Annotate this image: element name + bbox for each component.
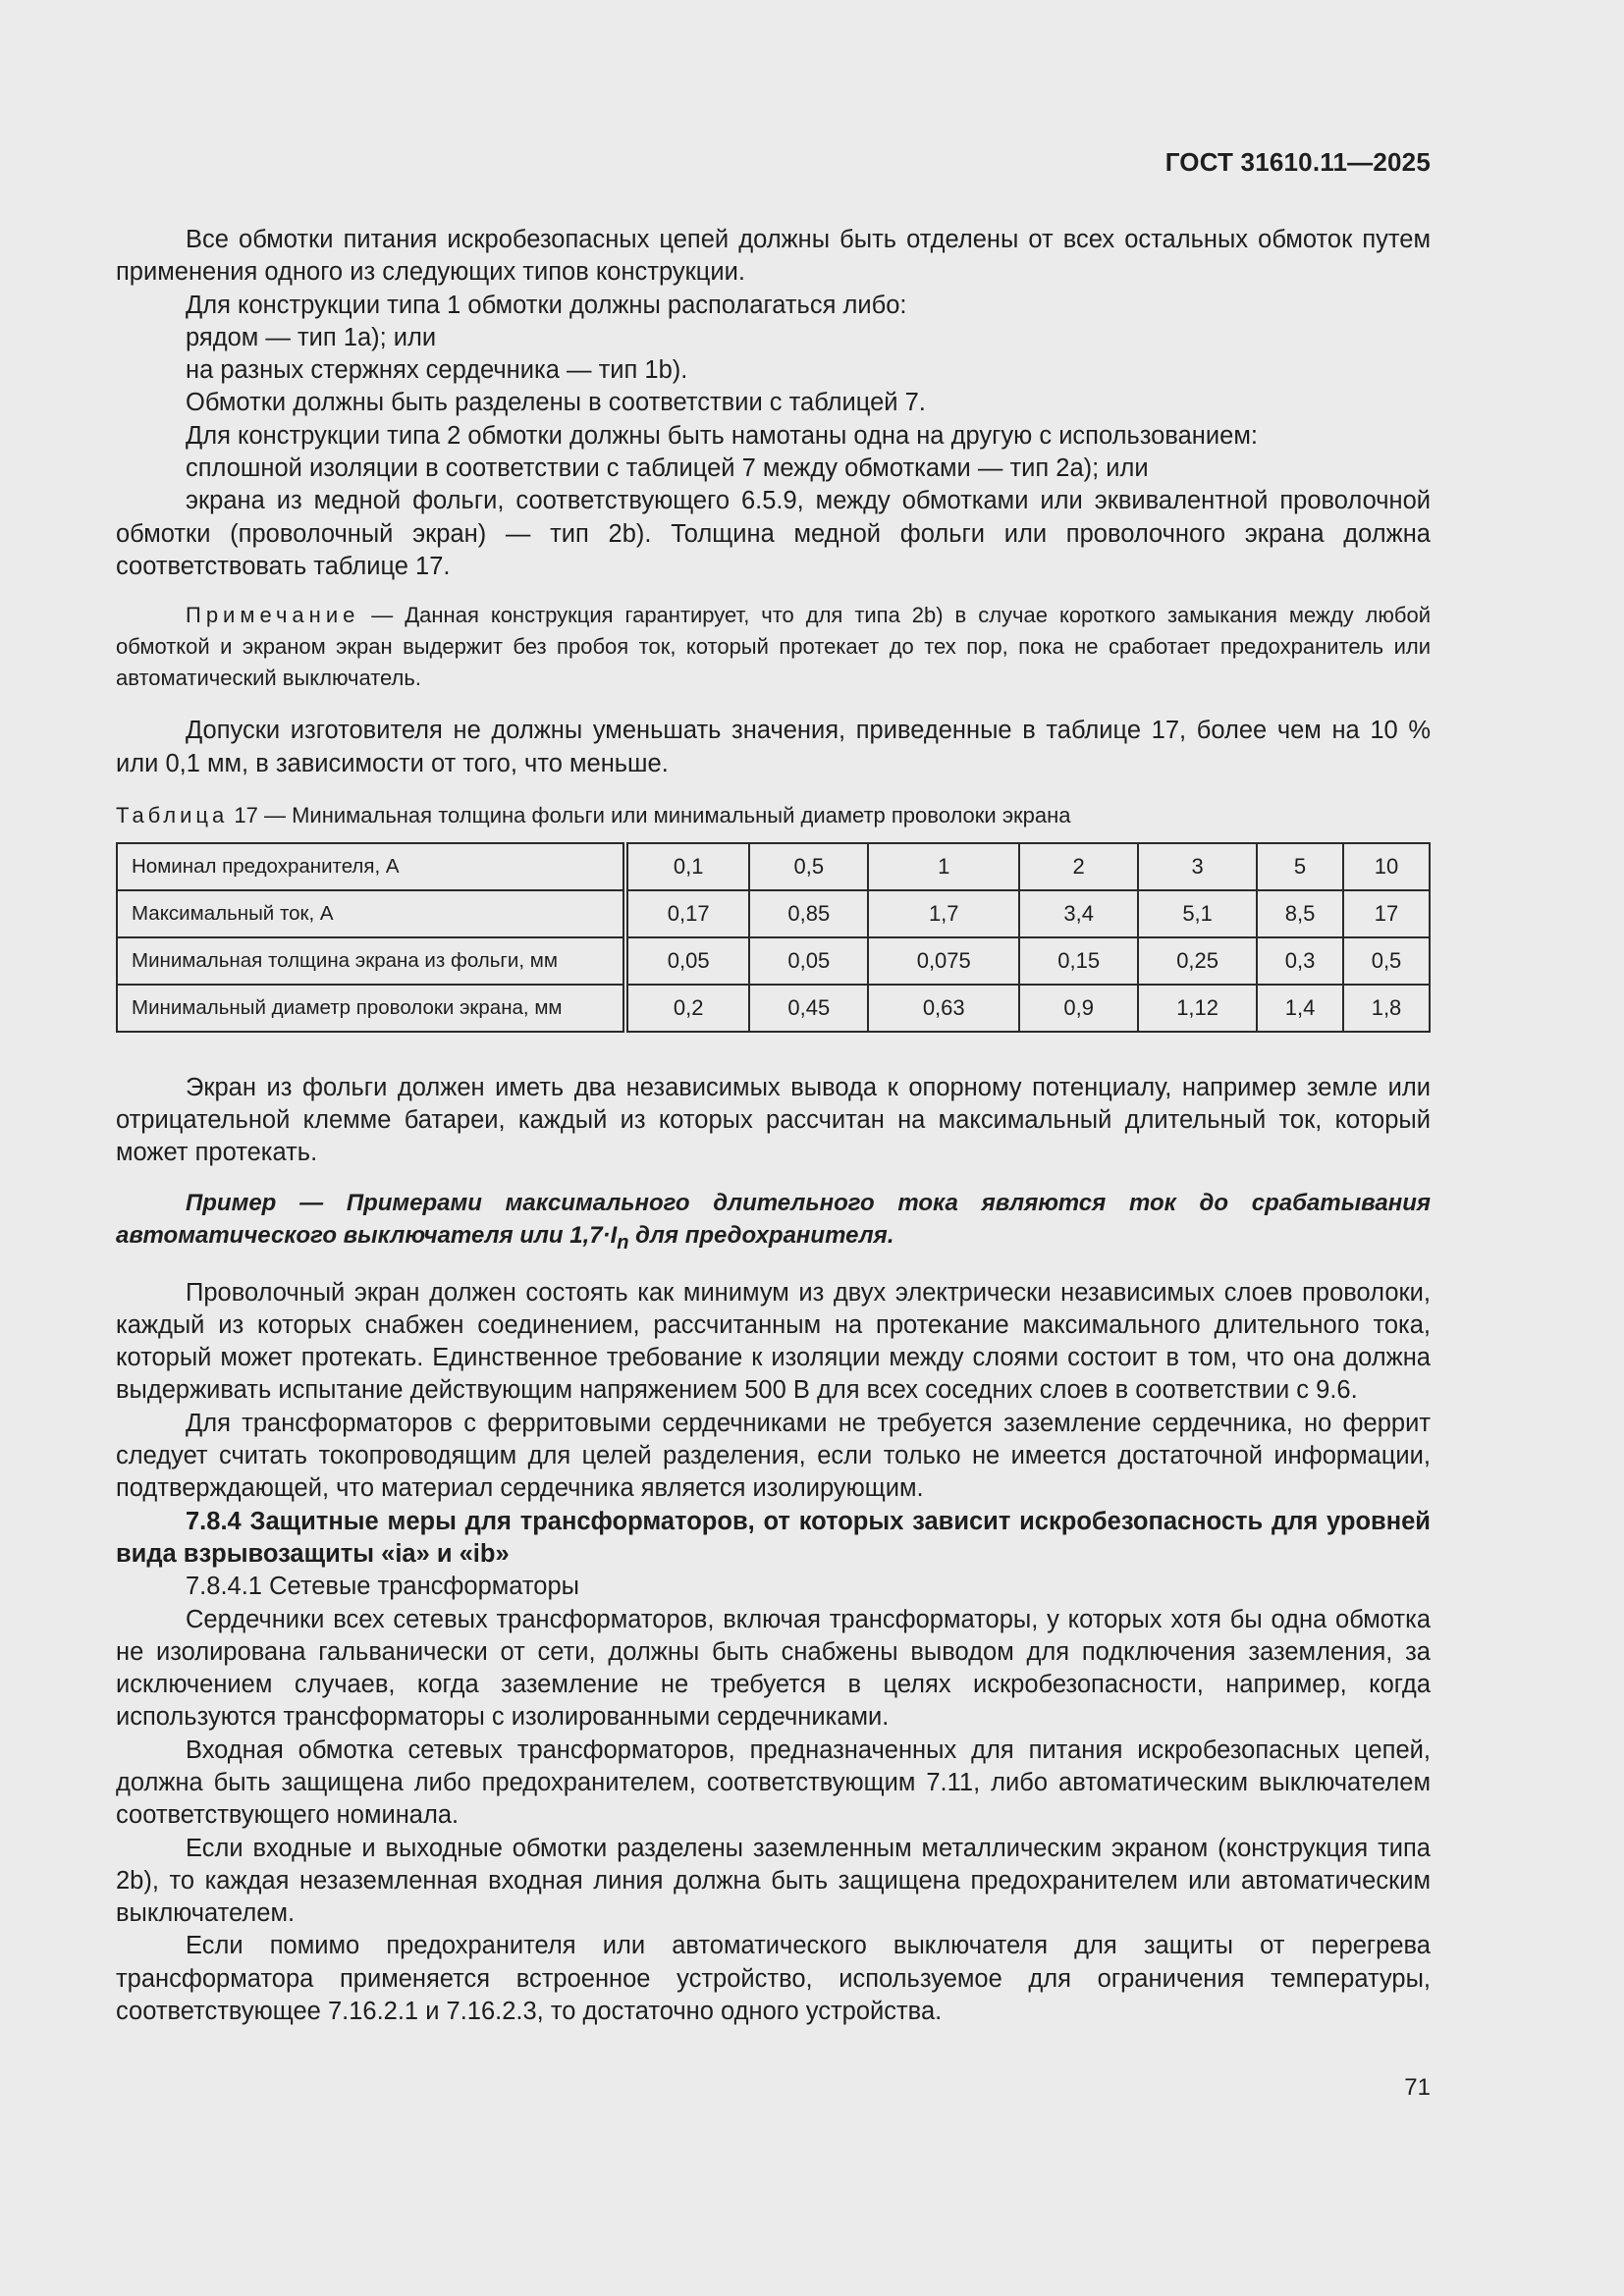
- page-number: 71: [1404, 2074, 1431, 2101]
- paragraph: Для конструкции типа 2 обмотки должны быть намотаны одна на другую с использованием:: [186, 421, 1258, 450]
- table-row: [117, 843, 1430, 890]
- document-code: ГОСТ 31610.11—2025: [1164, 147, 1431, 177]
- table-cell: 0,5: [749, 843, 868, 890]
- table-row-header: Максимальный ток, А: [117, 890, 625, 937]
- note: [116, 600, 1431, 694]
- paragraph: Для трансформаторов с ферритовыми сердечниками не требуется заземление сердечника, но феррит следует считать токопроводящим для целей разделения, если только не имеется достаточной информации, подтверждающей, что материал сердечника является изолирующим.: [116, 1409, 1431, 1503]
- table-cell: 5,1: [1138, 890, 1257, 937]
- table-cell: 3,4: [1019, 890, 1138, 937]
- paragraph: Допуски изготовителя не должны уменьшать значения, приведенные в таблице 17, более чем на 10 % или 0,1 мм, в зависимости от того, что меньше.: [116, 717, 1431, 777]
- table-cell: 0,1: [625, 843, 749, 890]
- example-subscript: n: [617, 1231, 629, 1254]
- table-cell: 0,3: [1257, 937, 1343, 985]
- example-text-end: для предохранителя.: [628, 1221, 894, 1249]
- table-caption-label: Таблица: [116, 802, 229, 828]
- example-symbol: I: [610, 1221, 618, 1249]
- example-text: Пример — Примерами максимального длительного тока являются ток до срабатывания автоматического выключателя или 1,7·: [116, 1189, 1431, 1249]
- page-content: [116, 224, 1431, 2028]
- table-cell: 0,9: [1019, 985, 1138, 1032]
- table-cell: 0,85: [749, 890, 868, 937]
- table-cell: 2: [1019, 843, 1138, 890]
- paragraph: Если помимо предохранителя или автоматического выключателя для защиты от перегрева трансформатора применяется встроенное устройство, используемое для ограничения температуры, соответствующее 7.16.2.1 и 7.16.2.3, то достаточно одного устройства.: [116, 1932, 1431, 2026]
- table-cell: 8,5: [1257, 890, 1343, 937]
- table-cell: 1: [868, 843, 1019, 890]
- paragraph: Если входные и выходные обмотки разделены заземленным металлическим экраном (конструкция типа 2b), то каждая незаземленная входная линия должна быть защищена предохранителем или автоматическим выключателем.: [116, 1834, 1431, 1928]
- list-item: экрана из медной фольги, соответствующего 6.5.9, между обмотками или эквивалентной проволочной обмотки (проволочный экран) — тип 2b). Толщина медной фольги или проволочного экрана должна соответствовать таблице 17.: [116, 487, 1431, 580]
- table-cell: 1,8: [1343, 985, 1430, 1032]
- table-cell: 1,4: [1257, 985, 1343, 1032]
- table-cell: 0,2: [625, 985, 749, 1032]
- list-item: на разных стержнях сердечника — тип 1b).: [186, 356, 688, 385]
- paragraph: Сердечники всех сетевых трансформаторов, включая трансформаторы, у которых хотя бы одна обмотка не изолирована гальванически от сети, должны быть снабжены выводом для подключения заземления, за исключением случаев, когда заземление не требуется в целях искробезопасности, например, когда используются трансформаторы с изолированными сердечниками.: [116, 1605, 1431, 1732]
- paragraph: Входная обмотка сетевых трансформаторов, предназначенных для питания искробезопасных цепей, должна быть защищена либо предохранителем, соответствующим 7.11, либо автоматическим выключателем соответствующего номинала.: [116, 1735, 1431, 1830]
- table-row: [117, 937, 1430, 985]
- table-cell: 0,17: [625, 890, 749, 937]
- paragraph: Все обмотки питания искробезопасных цепей должны быть отделены от всех остальных обмоток путем применения одного из следующих типов конструкции.: [116, 226, 1431, 287]
- note-label: Примечание: [186, 603, 360, 628]
- table-row: [117, 985, 1430, 1032]
- table-caption: [116, 802, 1431, 829]
- table-cell: 0,075: [868, 937, 1019, 985]
- paragraph: Для конструкции типа 1 обмотки должны располагаться либо:: [186, 291, 907, 319]
- paragraph: Проволочный экран должен состоять как минимум из двух электрически независимых слоев проволоки, каждый из которых снабжен соединением, рассчитанным на протекание максимального длительного тока, который может протекать. Единственное требование к изоляции между слоями состоит в том, что она должна выдерживать испытание действующим напряжением 500 В для всех соседних слоев в соответствии с 9.6.: [116, 1278, 1431, 1405]
- example: [116, 1187, 1431, 1259]
- subsection-heading: 7.8.4.1 Сетевые трансформаторы: [186, 1573, 579, 1601]
- table-cell: 0,5: [1343, 937, 1430, 985]
- table-cell: 0,05: [749, 937, 868, 985]
- note-text: — Данная конструкция гарантирует, что для типа 2b) в случае короткого замыкания между любой обмоткой и экраном экран выдержит без пробоя ток, который протекает до тех пор, пока не сработает предохранитель или автоматический выключатель.: [116, 603, 1431, 691]
- paragraph: Обмотки должны быть разделены в соответствии с таблицей 7.: [186, 389, 926, 417]
- table-row-header: Номинал предохранителя, А: [117, 843, 625, 890]
- table-row: [117, 890, 1430, 937]
- table-cell: 3: [1138, 843, 1257, 890]
- table-cell: 0,25: [1138, 937, 1257, 985]
- table-cell: 17: [1343, 890, 1430, 937]
- table-cell: 10: [1343, 843, 1430, 890]
- list-item: рядом — тип 1a); или: [186, 323, 437, 351]
- table-row-header: Минимальный диаметр проволоки экрана, мм: [117, 985, 625, 1032]
- paragraph: Экран из фольги должен иметь два независимых вывода к опорному потенциалу, например земле или отрицательной клемме батареи, каждый из которых рассчитан на максимальный длительный ток, который может протекать.: [116, 1073, 1431, 1167]
- table-cell: 0,45: [749, 985, 868, 1032]
- table-row-header: Минимальная толщина экрана из фольги, мм: [117, 937, 625, 985]
- table-cell: 0,15: [1019, 937, 1138, 985]
- table-cell: 0,05: [625, 937, 749, 985]
- table-17: [116, 842, 1431, 1033]
- section-heading: 7.8.4 Защитные меры для трансформаторов, от которых зависит искробезопасность для уровней вида взрывозащиты «ia» и «ib»: [116, 1507, 1431, 1568]
- table-cell: 0,63: [868, 985, 1019, 1032]
- table-cell: 1,12: [1138, 985, 1257, 1032]
- table-caption-text: 17 — Минимальная толщина фольги или минимальный диаметр проволоки экрана: [228, 802, 1071, 828]
- table-cell: 5: [1257, 843, 1343, 890]
- list-item: сплошной изоляции в соответствии с таблицей 7 между обмотками — тип 2a); или: [186, 454, 1149, 483]
- table-cell: 1,7: [868, 890, 1019, 937]
